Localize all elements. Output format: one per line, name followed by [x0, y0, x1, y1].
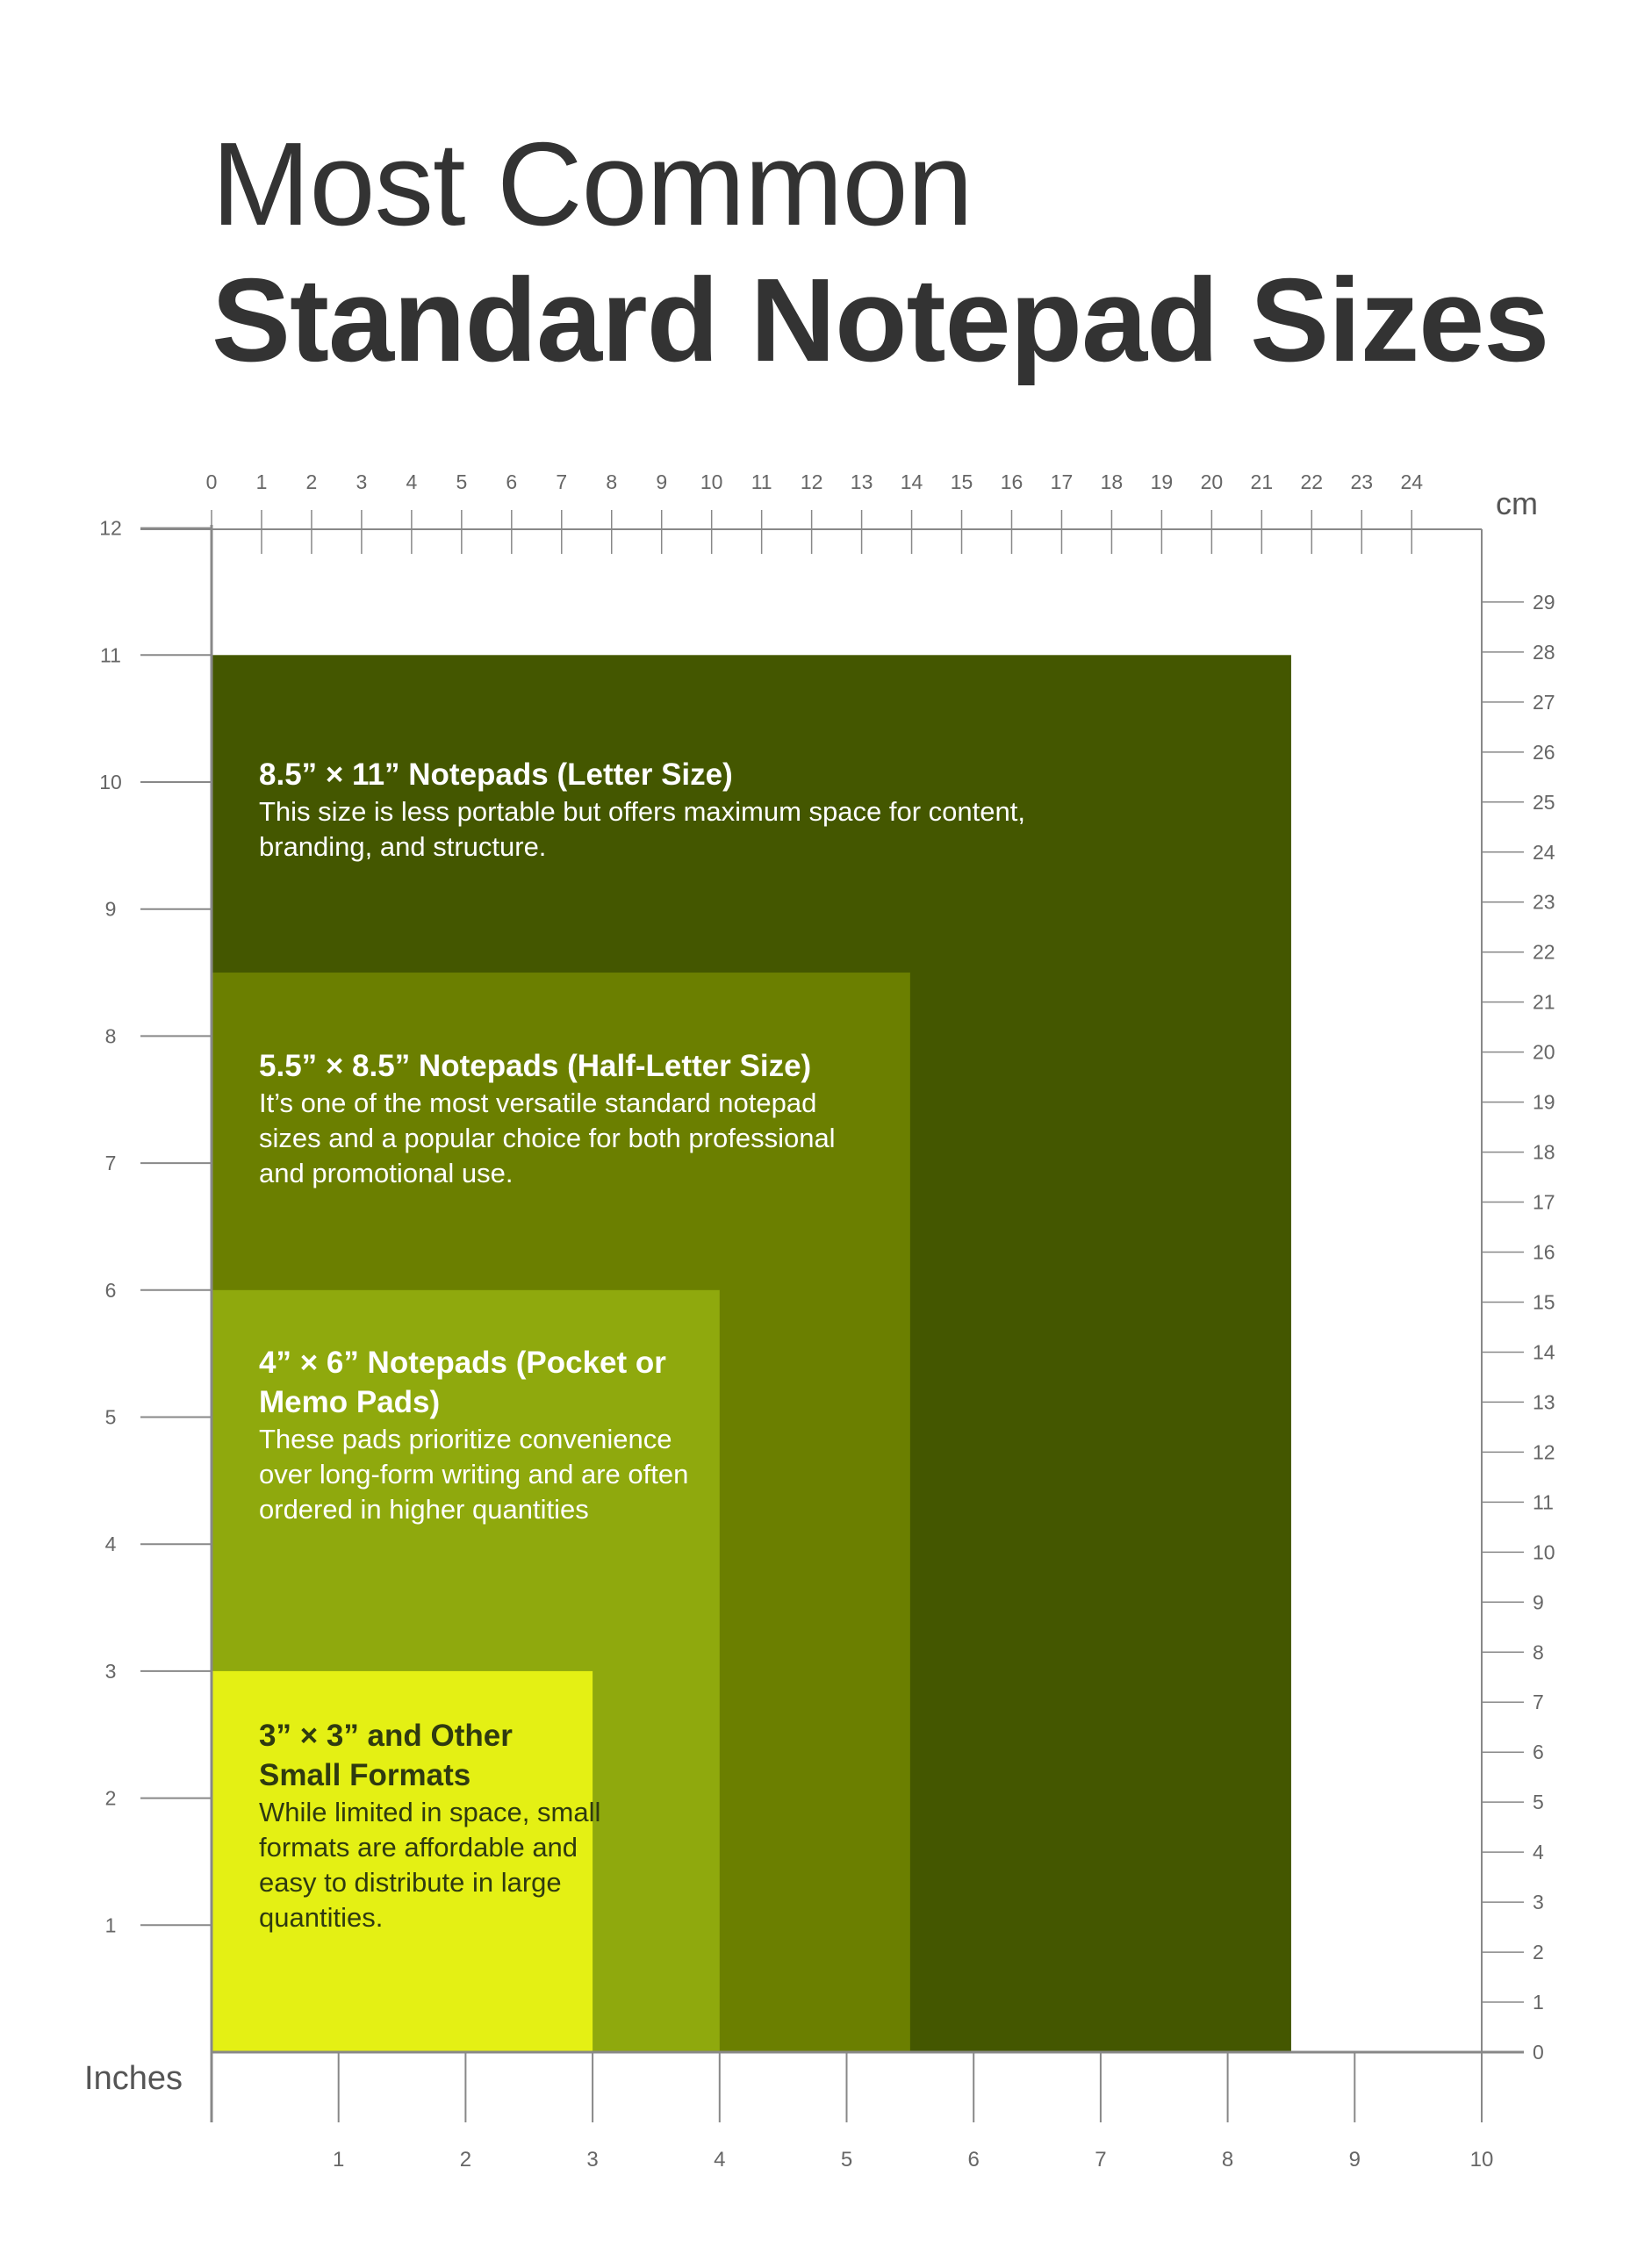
x-inch-tick-label: 6 [967, 2148, 980, 2172]
y-inch-tick-label: 5 [104, 1405, 117, 1429]
y-inch-tick-label: 7 [104, 1152, 117, 1175]
card-small [259, 1716, 601, 1935]
x-cm-tick-label: 8 [606, 470, 618, 493]
y-cm-tick-label: 11 [1533, 1490, 1554, 1514]
x-inch-tick-label: 2 [459, 2148, 472, 2172]
y-cm-tick-label: 10 [1533, 1540, 1555, 1564]
y-cm-tick-label: 23 [1533, 890, 1555, 914]
x-cm-tick-label: 16 [1000, 470, 1024, 493]
x-cm-tick-label: 22 [1300, 470, 1324, 493]
x-cm-tick-label: 0 [205, 470, 218, 493]
x-cm-tick-label: 11 [751, 470, 772, 493]
y-cm-tick-label: 2 [1533, 1941, 1544, 1964]
y-inch-tick-label: 4 [104, 1533, 117, 1556]
x-cm-tick-label: 6 [506, 470, 518, 493]
x-cm-tick-label: 23 [1350, 470, 1374, 493]
x-cm-tick-label: 1 [255, 470, 268, 493]
y-inch-tick-label: 1 [104, 1913, 117, 1937]
x-cm-tick-label: 18 [1100, 470, 1124, 493]
y-cm-tick-label: 14 [1533, 1340, 1555, 1364]
x-cm-tick-label: 7 [556, 470, 568, 493]
y-cm-tick-label: 29 [1533, 590, 1555, 614]
x-inch-tick-label: 1 [333, 2148, 345, 2172]
y-inch-tick-label: 6 [104, 1278, 117, 1302]
y-cm-tick-label: 6 [1533, 1741, 1544, 1764]
y-cm-tick-label: 3 [1533, 1891, 1544, 1914]
x-cm-tick-label: 17 [1050, 470, 1074, 493]
y-inch-tick-label: 8 [104, 1024, 117, 1048]
x-cm-tick-label: 24 [1400, 470, 1424, 493]
y-cm-tick-label: 7 [1533, 1691, 1544, 1714]
x-inch-tick-label: 4 [714, 2148, 726, 2172]
x-inch-tick-label: 8 [1221, 2148, 1234, 2172]
y-cm-tick-label: 25 [1533, 790, 1555, 814]
x-cm-tick-label: 2 [305, 470, 318, 493]
card-pocket-description: These pads prioritize convenience over long-form writing and are often ordered in higher quantities [259, 1424, 689, 1525]
y-inch-tick-label: 2 [104, 1786, 117, 1810]
card-letter [259, 755, 1093, 865]
y-cm-tick-label: 18 [1533, 1140, 1555, 1164]
y-cm-tick-label: 22 [1533, 940, 1555, 964]
card-letter-description: This size is less portable but offers maximum space for content, branding, and structure. [259, 796, 1025, 862]
x-cm-tick-label: 5 [456, 470, 468, 493]
card-half-letter-description: It’s one of the most versatile standard notepad sizes and a popular choice for both professional and promotional use. [259, 1088, 836, 1188]
y-cm-tick-label: 13 [1533, 1390, 1555, 1414]
y-cm-tick-label: 24 [1533, 840, 1555, 864]
y-cm-tick-label: 17 [1533, 1190, 1555, 1214]
y-cm-tick-label: 0 [1533, 2041, 1544, 2064]
x-cm-tick-label: 3 [356, 470, 368, 493]
y-cm-tick-label: 5 [1533, 1791, 1544, 1814]
y-inch-tick-label: 3 [104, 1659, 117, 1683]
x-inch-tick-label: 3 [586, 2148, 599, 2172]
y-cm-tick-label: 12 [1533, 1440, 1555, 1464]
title-line-1: Most Common [212, 118, 973, 250]
y-cm-tick-label: 8 [1533, 1640, 1544, 1664]
title-line-2: Standard Notepad Sizes [212, 254, 1549, 386]
y-inch-tick-label: 10 [99, 771, 122, 793]
y-cm-tick-label: 19 [1533, 1090, 1555, 1114]
x-cm-tick-label: 10 [700, 470, 723, 493]
card-pocket-heading: 4” × 6” Notepads (Pocket or Memo Pads) [259, 1346, 666, 1419]
x-cm-tick-label: 9 [656, 470, 668, 493]
y-inch-tick-label: 11 [100, 643, 121, 667]
y-cm-tick-label: 26 [1533, 740, 1555, 764]
y-cm-tick-label: 15 [1533, 1290, 1555, 1314]
x-inch-tick-label: 9 [1348, 2148, 1361, 2172]
y-cm-tick-label: 4 [1533, 1841, 1544, 1864]
y-inch-tick-label: 12 [99, 516, 122, 540]
x-cm-tick-label: 15 [950, 470, 973, 493]
x-cm-tick-label: 21 [1250, 470, 1274, 493]
y-cm-tick-label: 16 [1533, 1240, 1555, 1264]
x-inch-tick-label: 10 [1469, 2148, 1494, 2172]
card-half-letter [259, 1046, 873, 1191]
x-cm-tick-label: 19 [1150, 470, 1174, 493]
card-letter-heading: 8.5” × 11” Notepads (Letter Size) [259, 757, 733, 792]
card-small-heading: 3” × 3” and Other Small Formats [259, 1719, 513, 1792]
y-cm-tick-label: 21 [1533, 990, 1555, 1014]
card-pocket [259, 1343, 698, 1527]
y-cm-tick-label: 9 [1533, 1590, 1544, 1614]
y-inch-tick-label: 9 [104, 897, 117, 921]
card-half-letter-heading: 5.5” × 8.5” Notepads (Half-Letter Size) [259, 1049, 812, 1083]
x-cm-tick-label: 4 [406, 470, 418, 493]
x-inch-tick-label: 5 [840, 2148, 853, 2172]
x-unit-label: Inches [84, 2060, 183, 2097]
y-cm-tick-label: 27 [1533, 690, 1555, 714]
y-cm-tick-label: 28 [1533, 640, 1555, 664]
y-cm-tick-label: 20 [1533, 1040, 1555, 1064]
x-cm-tick-label: 13 [850, 470, 873, 493]
x-cm-tick-label: 14 [900, 470, 923, 493]
cm-unit-label: cm [1496, 485, 1538, 521]
y-cm-tick-label: 1 [1533, 1991, 1544, 2014]
x-inch-tick-label: 7 [1095, 2148, 1107, 2172]
x-cm-tick-label: 12 [800, 470, 823, 493]
card-small-description: While limited in space, small formats are affordable and easy to distribute in large quantities. [259, 1797, 601, 1933]
x-cm-tick-label: 20 [1200, 470, 1224, 493]
